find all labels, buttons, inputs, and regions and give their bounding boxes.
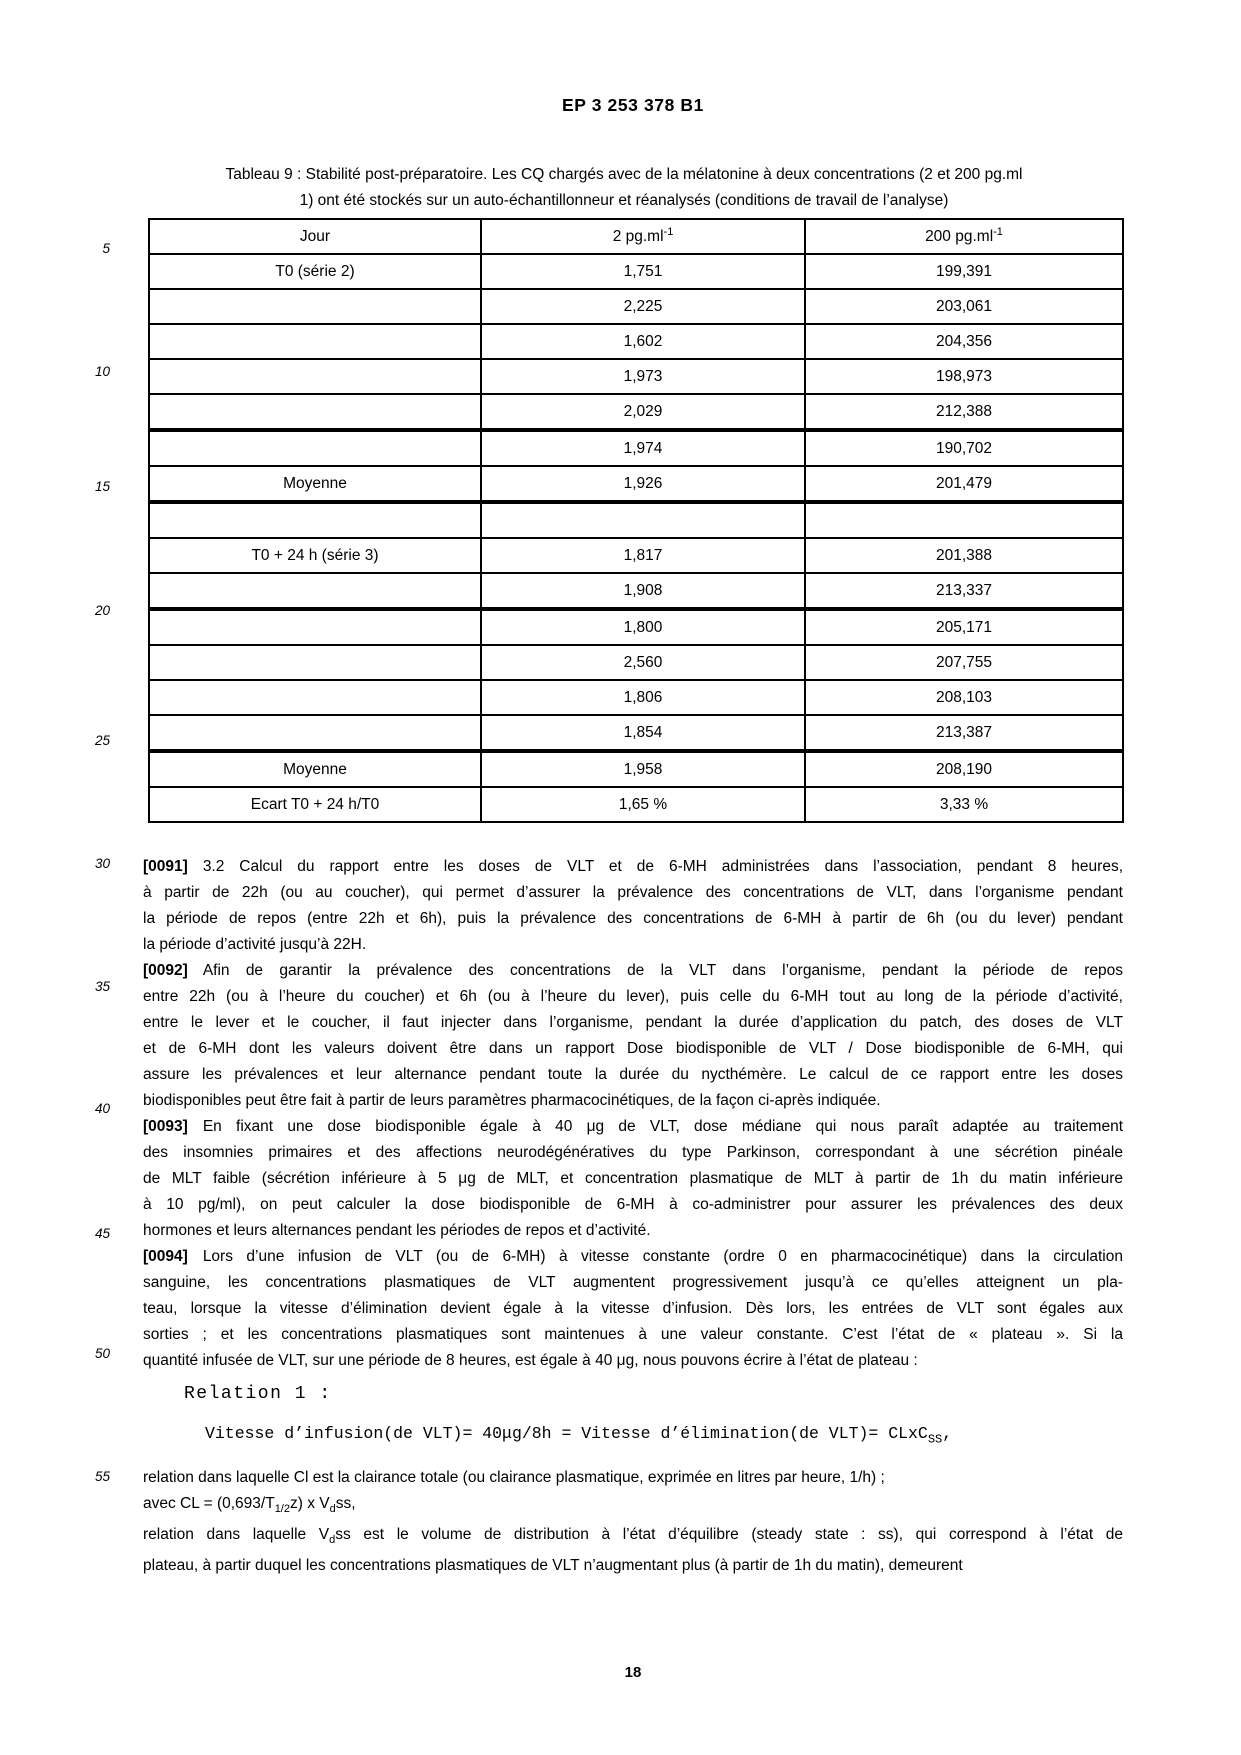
paragraph-text: 3.2 Calcul du rapport entre les doses de VLT et de 6-MH administrées dans l’association, pendant 8 heures, [202, 858, 1123, 875]
margin-line-number: 15 [94, 479, 110, 494]
cell-jour: Moyenne [149, 466, 481, 502]
margin-line-number: 40 [94, 1101, 110, 1116]
closing-line: relation dans laquelle Cl est la clairance totale (ou clairance plasmatique, exprimée en litres par heure, 1/h) ; [143, 1469, 885, 1486]
closing-line [143, 1522, 1123, 1553]
column-header-200pg [805, 219, 1123, 254]
paragraph-number: [0094] [143, 1248, 188, 1265]
cell-200pg: 208,190 [805, 751, 1123, 787]
page-number: 18 [624, 1664, 642, 1681]
table-row [149, 324, 1123, 359]
paragraph-line [143, 958, 1123, 984]
cell-2pg: 1,806 [481, 680, 805, 715]
body-text [143, 854, 1123, 1374]
margin-line-number: 35 [94, 979, 110, 994]
paragraph-line: à 10 pg/ml), on peut calculer la dose biodisponible de 6-MH à co-administrer pour assurer les prévalences des deux [143, 1196, 1123, 1213]
closing-text-part: ss, [335, 1495, 356, 1512]
formula-text: , [942, 1424, 953, 1443]
paragraph-line: sanguine, les concentrations plasmatiques de VLT augmentent progressivement jusqu’à ce qu’elles atteignent un pla- [143, 1274, 1123, 1291]
cell-200pg: 198,973 [805, 359, 1123, 394]
table-caption-line2: 1) ont été stockés sur un auto-échantillonneur et réanalysés (conditions de travail de l’analyse) [299, 192, 949, 209]
cell-jour: Ecart T0 + 24 h/T0 [149, 787, 481, 822]
stability-data-table [148, 218, 1124, 823]
table-row [149, 645, 1123, 680]
table-row [149, 254, 1123, 289]
cell-jour [149, 289, 481, 324]
column-header-2pg [481, 219, 805, 254]
closing-line [143, 1491, 1123, 1522]
cell-2pg: 1,65 % [481, 787, 805, 822]
table-header-row [149, 219, 1123, 254]
formula-text: Vitesse d’infusion(de VLT)= 40μg/8h = Vitesse d’élimination(de VLT)= CLxC [205, 1424, 928, 1443]
cell-200pg: 199,391 [805, 254, 1123, 289]
cell-200pg: 203,061 [805, 289, 1123, 324]
cell-jour [149, 394, 481, 430]
paragraph-line: biodisponibles peut être fait à partir de leurs paramètres pharmacocinétiques, de la façon ci-après indiquée. [143, 1092, 881, 1109]
cell-2pg: 1,908 [481, 573, 805, 609]
closing-text-part: relation dans laquelle V [143, 1526, 330, 1544]
paragraph-text: Afin de garantir la prévalence des concentrations de la VLT dans l’organisme, pendant la période de repos [202, 962, 1123, 979]
cell-jour: T0 (série 2) [149, 254, 481, 289]
cell-jour [149, 324, 481, 359]
paragraph-line: assure les prévalences et leur alternance pendant toute la durée du nycthémère. Le calcul de ce rapport entre les doses [143, 1066, 1123, 1083]
paragraph-line [143, 1114, 1123, 1140]
cell-200pg: 213,337 [805, 573, 1123, 609]
cell-2pg: 2,029 [481, 394, 805, 430]
cell-200pg: 204,356 [805, 324, 1123, 359]
cell-2pg: 1,926 [481, 466, 805, 502]
margin-line-number: 55 [94, 1469, 110, 1484]
cell-jour [149, 609, 481, 645]
closing-text [143, 1465, 1123, 1579]
paragraph-line: entre le lever et le coucher, il faut injecter dans l’organisme, pendant la durée d’application du patch, des doses de VLT [143, 1014, 1123, 1031]
table-row [149, 394, 1123, 430]
table-caption-line1: Tableau 9 : Stabilité post-préparatoire. Les CQ chargés avec de la mélatonine à deux concentrations (2 et 200 pg.ml [225, 166, 1023, 183]
paragraph-line [143, 854, 1123, 880]
cell-200pg: 208,103 [805, 680, 1123, 715]
subscript: 1/2 [274, 1503, 290, 1516]
closing-text-part: avec CL = (0,693/T [143, 1495, 275, 1512]
table-row [149, 715, 1123, 751]
cell-2pg: 1,817 [481, 538, 805, 573]
closing-text-part: z) x V [289, 1495, 330, 1512]
table-row [149, 751, 1123, 787]
margin-line-number: 25 [94, 733, 110, 748]
relation-formula [205, 1424, 952, 1446]
subscript: d [329, 1534, 336, 1547]
margin-line-number: 50 [94, 1346, 110, 1361]
table-row [149, 502, 1123, 538]
cell-2pg: 2,225 [481, 289, 805, 324]
cell-jour [149, 502, 481, 538]
table-row [149, 466, 1123, 502]
cell-2pg: 2,560 [481, 645, 805, 680]
column-header-jour [149, 219, 481, 254]
cell-200pg: 207,755 [805, 645, 1123, 680]
cell-jour [149, 715, 481, 751]
subscript: d [329, 1503, 336, 1516]
paragraph-line: sorties ; et les concentrations plasmatiques sont maintenues à une valeur constante. C’est l’état de « plateau ». Si la [143, 1326, 1123, 1343]
cell-200pg: 212,388 [805, 394, 1123, 430]
superscript: -1 [663, 226, 674, 239]
column-header-label: 2 pg.ml [612, 228, 664, 246]
cell-jour [149, 430, 481, 466]
paragraph-line: des insomnies primaires et des affections neurodégénératives du type Parkinson, correspondant à une sécrétion pinéale [143, 1144, 1123, 1161]
paragraph-line [143, 1244, 1123, 1270]
paragraph-line: hormones et leurs alternances pendant les périodes de repos et d’activité. [143, 1222, 651, 1239]
relation-label: Relation 1 : [184, 1384, 332, 1404]
paragraph-line: teau, lorsque la vitesse d’élimination devient égale à la vitesse d’infusion. Dès lors, les entrées de VLT sont égales aux [143, 1300, 1123, 1317]
paragraph-line: entre 22h (ou à l’heure du coucher) et 6h (ou à l’heure du lever), puis celle du 6-MH tout au long de la période d’activité, [143, 988, 1123, 1005]
paragraph-line: la période d’activité jusqu’à 22H. [143, 936, 367, 953]
paragraph-line: à partir de 22h (ou au coucher), qui permet d’assurer la prévalence des concentrations de VLT, dans l’organisme pendant [143, 884, 1123, 901]
table-row [149, 573, 1123, 609]
margin-line-number: 5 [102, 241, 110, 256]
cell-200pg: 201,388 [805, 538, 1123, 573]
margin-line-number: 45 [94, 1226, 110, 1241]
margin-line-number: 30 [94, 856, 110, 871]
document-title: EP 3 253 378 B1 [562, 95, 704, 115]
margin-line-number: 20 [94, 603, 110, 618]
cell-2pg [481, 502, 805, 538]
cell-200pg: 213,387 [805, 715, 1123, 751]
table-row [149, 787, 1123, 822]
superscript: -1 [993, 226, 1003, 239]
cell-jour: Moyenne [149, 751, 481, 787]
cell-2pg: 1,974 [481, 430, 805, 466]
cell-2pg: 1,958 [481, 751, 805, 787]
paragraph-text: Lors d’une infusion de VLT (ou de 6-MH) à vitesse constante (ordre 0 en pharmacocinétique) dans la circulation [202, 1248, 1123, 1265]
cell-2pg: 1,854 [481, 715, 805, 751]
paragraph-number: [0093] [143, 1118, 188, 1135]
column-header-label: 200 pg.ml [925, 228, 994, 246]
paragraph-text: En fixant une dose biodisponible égale à 40 μg de VLT, dose médiane qui nous paraît adaptée au traitement [202, 1118, 1123, 1135]
table-row [149, 680, 1123, 715]
cell-jour [149, 359, 481, 394]
cell-jour: T0 + 24 h (série 3) [149, 538, 481, 573]
cell-jour [149, 645, 481, 680]
table-row [149, 538, 1123, 573]
table-row [149, 359, 1123, 394]
cell-2pg: 1,800 [481, 609, 805, 645]
paragraph-number: [0091] [143, 858, 188, 875]
paragraph-line: la période de repos (entre 22h et 6h), puis la prévalence des concentrations de 6-MH à partir de 6h (ou du lever) pendant [143, 910, 1123, 927]
cell-2pg: 1,751 [481, 254, 805, 289]
column-header-label: Jour [299, 227, 331, 245]
cell-200pg [805, 502, 1123, 538]
table-caption [118, 162, 1130, 214]
cell-jour [149, 680, 481, 715]
table-row [149, 289, 1123, 324]
cell-200pg: 205,171 [805, 609, 1123, 645]
paragraph-number: [0092] [143, 962, 188, 979]
cell-200pg: 190,702 [805, 430, 1123, 466]
cell-200pg: 3,33 % [805, 787, 1123, 822]
formula-subscript: SS [927, 1432, 943, 1447]
cell-jour [149, 573, 481, 609]
closing-text-part: ss est le volume de distribution à l’état d’équilibre (steady state : ss), qui correspond à l’état de [335, 1526, 1123, 1544]
margin-line-number: 10 [94, 364, 110, 379]
cell-2pg: 1,602 [481, 324, 805, 359]
table-row [149, 609, 1123, 645]
paragraph-line: de MLT faible (sécrétion inférieure à 5 μg de MLT, et concentration plasmatique de MLT à partir de 1h du matin inférieure [143, 1170, 1123, 1187]
cell-200pg: 201,479 [805, 466, 1123, 502]
paragraph-line: quantité infusée de VLT, sur une période de 8 heures, est égale à 40 μg, nous pouvons écrire à l’état de plateau : [143, 1352, 918, 1369]
cell-2pg: 1,973 [481, 359, 805, 394]
table-row [149, 430, 1123, 466]
paragraph-line: et de 6-MH dont les valeurs doivent être dans un rapport Dose biodisponible de VLT / Dose biodisponible de 6-MH, qui [143, 1040, 1123, 1057]
closing-line: plateau, à partir duquel les concentrations plasmatiques de VLT n’augmentant plus (à partir de 1h du matin), demeurent [143, 1557, 963, 1575]
